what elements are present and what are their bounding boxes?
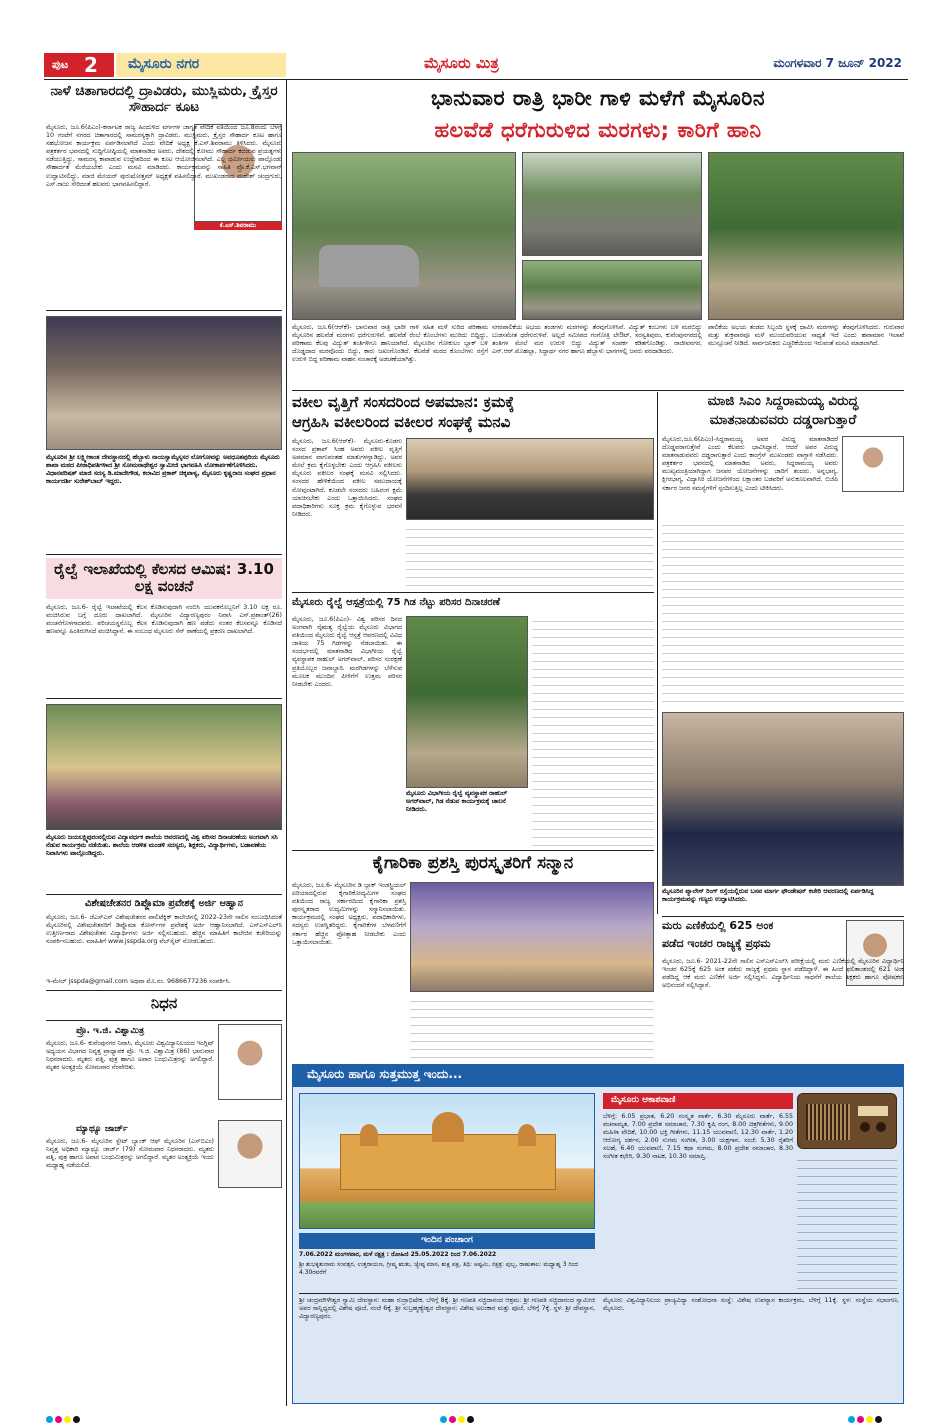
industry-headline: ಕೈಗಾರಿಕಾ ಪ್ರಶಸ್ತಿ ಪುರಸ್ಕೃತರಿಗೆ ಸನ್ಮಾನ [372,853,574,873]
story2-caption: ಮೈಸೂರಿನ ಶ್ರೀ ಲಕ್ಷ್ಮೀಕಾಂತ ದೇವಸ್ಥಾನದಲ್ಲಿ ಹೆಬ್ಬಾಳು ನಾಯಸ್ವಾಮೈಸ್ಕಸರ ಲೋಗೋವನ್ನು ಅವಧೂತಪುರಿಯ ಮೈಸೂರು ಶಾಖಾ ಮಠದ ಪೀಠಾಧಿಪತಿಗಳಾದ ಶ್ರೀ ಸೋಮನಾಥೇಶ್ವರ ಸ್ವಾಮೀಜಿ ಭಾಗವಹಿಸಿ ಲೋಕಾರ್ಪಣೆಗೊಳಿಸಿದರು. ವಿಧಾನಪರಿಷತ್ ಮಾಜಿ ಸದಸ್ಯ ಡಿ.ಮಾದೇಗೌಡ, ಕಲಾವಿದ ಪ್ರಕಾಶ್ ಚಿಕ್ಕಪಾಳ್ಯ, ಮೈಸೂರು ಕೃಷ್ಣರಾಜ ಸಂಘದ ಪ್ರಧಾನ ಕಾರ್ಯದರ್ಶಿ ಸುರೇಶ್‌ಬಾಬ್ ಇದ್ದರು. [46,454,280,486]
radio-title: ಮೈಸೂರು ಆಕಾಶವಾಣಿ [603,1093,793,1109]
lawyers-body-cont [406,524,654,588]
lead-bottom-rule [292,390,904,391]
left-column [46,84,282,1404]
railway-body-cont [532,616,654,846]
lawyers-body: ಮೈಸೂರು, ಜೂ.6(ಆರ್‌ಕೆ)- ಮೈಸೂರು-ಕೊಡಗು ಸಂಸದ ಪ್ರತಾಪ್ ಸಿಂಹ ಅವರು ವಕೀಲ ವೃತ್ತಿಗೆ ಅಪಮಾನ ವಾಗುವಂತಹ ಮಾತುಗಳನ್ನಾಡಿದ್ದು, ಅವರ ಮೇಲೆ ಕ್ರಮ ಕೈಗೊಳ್ಳಬೇಕು ಎಂದು ಆಗ್ರಹಿಸಿ ವಕೀಲರು ಮೈಸೂರು ವಕೀಲರ ಸಂಘಕ್ಕೆ ಮನವಿ ಸಲ್ಲಿಸಿದರು. ಸಂಸದರ ಹೇಳಿಕೆಯಿಂದ ವಕೀಲ ಸಮುದಾಯಕ್ಕೆ ನೋವುಂಟಾಗಿದೆ. ಕೂಡಲೇ ಸಂಸದರು ಬಹಿರಂಗ ಕ್ಷಮೆ ಯಾಚಿಸಬೇಕು ಎಂದು ಒತ್ತಾಯಿಸಿದರು. ಸಂಘದ ಪದಾಧಿಕಾರಿಗಳು ಸೂಕ್ತ ಕ್ರಮ ಕೈಗೊಳ್ಳುವ ಭರವಸೆ ನೀಡಿದರು. [292,438,402,518]
radio-body-cont [797,1155,897,1289]
lead-body-col2: ನಗರಪಾಲಿಕೆಯ ಅಭಯ ತಂಡಗಳು ಮರಗಳನ್ನು ತೆರವುಗೊಳಿಸಿವೆ. ವಿದ್ಯುತ್ ಕಂಬಗಳು ಬಳಿ ಮರಬಿದ್ದು ಬುಡಸಮೇತ ಧರೆಗುರುಳಿವೆ. ಅಲ್ಲದೆ ಸಮೀಪದ ಗಂಗೋತ್ರಿ ಲೇಔಟ್, ಸರಸ್ವತಿಪುರಂ, ಕುವೆಂಪುನಗರದಲ್ಲಿ ತಂತಿಗಳ ಮೇಲೆ ಮರ ಉರುಳಿ ಬಿದ್ದು ವಿದ್ಯುತ್ ಸಂಪರ್ಕ ಕಡಿತಗೊಂಡಿತ್ತು. ರಾಜೀವನಗರ, ಎನ್.ಆರ್.ಮೊಹಲ್ಲಾ, ಸಿದ್ದಾರ್ಥ ನಗರ ಹಾಗೂ ಹೆಬ್ಬಾಳು ಭಾಗಗಳಲ್ಲಿ ಜನರು ಪರದಾಡಿದರು. [492,324,702,356]
left-rule-4 [46,894,282,895]
obituary-name-2: ಮ್ಯಾಥ್ಯೂ ಜಾರ್ಜ್ [76,1124,128,1134]
bottom-footer-note: ಮೈಸೂರು ವಿಶ್ವವಿದ್ಯಾನಿಲಯ ಪ್ರಾಚ್ಯವಿದ್ಯಾ ಸಂಶೋಧನಾ ಸಂಸ್ಥೆ: ವಿಶೇಷ ಉಪನ್ಯಾಸ ಕಾರ್ಯಕ್ರಮ, ಬೆಳಿಗ್ಗೆ 11ಕ್ಕೆ. ಸ್ಥಳ: ಸಂಸ್ಥೆಯ ಸಭಾಂಗಣ, ಮೈಸೂರು. [603,1297,899,1313]
bottom-banner: ಮೈಸೂರು ಹಾಗೂ ಸುತ್ತಮುತ್ತ ಇಂದು... [293,1065,903,1087]
obituary-rule [46,1020,282,1021]
page-number-box [44,53,114,77]
lead-photo-car [292,152,516,320]
siddaramaiah-headline-line1: ಮಾಜಿ ಸಿಎಂ ಸಿದ್ದರಾಮಯ್ಯ ವಿರುದ್ಧ [707,393,859,409]
ranker-headline-line2: ಪಡೆದ ಇಂಚರ ರಾಜ್ಯಕ್ಕೆ ಪ್ರಥಮ [662,937,771,950]
lawyers-photo [406,438,654,520]
railway-photo [406,616,528,788]
radio-icon [797,1093,897,1149]
left-rule-2 [46,554,282,555]
lead-photo-fallen-tree-1 [708,152,904,320]
lawyers-headline-line1: ವಕೀಲ ವೃತ್ತಿಗೆ ಸಂಸದರಿಂದ ಅಪಮಾನ: ಕ್ರಮಕ್ಕೆ [292,393,515,411]
obituary-body-2: ಮೈಸೂರು, ಜೂ.6- ಮೈಸೂರಿನ ಸ್ಟೇಟ್ ಬ್ಯಾಂಕ್ ಆಫ್ ಮೈಸೂರಿನ (ಎಸ್‌ಬಿಎಂ) ನಿವೃತ್ತ ಅಧಿಕಾರಿ ಮ್ಯಾಥ್ಯೂ ಜಾರ್ಜ್ (79) ಸೋಮವಾರ ನಿಧನರಾದರು. ಮೃತರು ಪತ್ನಿ, ಪುತ್ರ ಹಾಗೂ ಅಪಾರ ಬಂಧುಮಿತ್ರರನ್ನು ಅಗಲಿದ್ದಾರೆ. ಮೃತರ ಅಂತ್ಯಕ್ರಿಯೆ ಇಂದು ಮಧ್ಯಾಹ್ನ ನಡೆಯಲಿದೆ. [46,1138,214,1170]
lead-headline-line1: ಭಾನುವಾರ ರಾತ್ರಿ ಭಾರೀ ಗಾಳಿ ಮಳೆಗೆ ಮೈಸೂರಿನ [430,86,766,110]
siddaramaiah-body-cont [662,520,904,706]
palace-illustration [299,1093,595,1229]
header-rule [44,79,908,80]
issue-date: ಮಂಗಳವಾರ 7 ಜೂನ್ 2022 [773,56,902,70]
bottom-events: ಶ್ರೀ ಚಂದ್ರಮೌಳೇಶ್ವರ ಸ್ವಾಮಿ ದೇವಸ್ಥಾನ: ಮಹಾ ರುದ್ರಾಭಿಷೇಕ, ಬೆಳಿಗ್ಗೆ 8ಕ್ಕೆ. ಶ್ರೀ ಗಣಪತಿ ಸಚ್ಚಿದಾನಂದ ಆಶ್ರಮ: ಶ್ರೀ ಗಣಪತಿ ಸಚ್ಚಿದಾನಂದ ಸ್ವಾಮೀಜಿ ಅವರ ಸಾನ್ನಿಧ್ಯದಲ್ಲಿ ವಿಶೇಷ ಪೂಜೆ, ಸಂಜೆ 6ಕ್ಕೆ. ಶ್ರೀ ಸುಬ್ರಹ್ಮಣ್ಯೇಶ್ವರ ದೇವಸ್ಥಾನ: ವಿಶೇಷ ಅಲಂಕಾರ ಮತ್ತು ಪೂಜೆ, ಬೆಳಿಗ್ಗೆ 7ಕ್ಕೆ. ಸ್ಥಳ: ಶ್ರೀ ದೇವಸ್ಥಾನ, ವಿದ್ಯಾರಣ್ಯಪುರಂ. [299,1297,595,1321]
story5-headline: ವಿಶೇಷಚೇತನರ ಡಿಪ್ಲೊಮಾ ಪ್ರವೇಶಕ್ಕೆ ಅರ್ಜಿ ಆಹ್ವಾನ [85,898,243,909]
lead-headline-1 [292,86,904,116]
story1-headline: ನಾಳೆ ಚಿತಾಗಾರದಲ್ಲಿ ದ್ರಾವಿಡರು, ಮುಸ್ಲಿಮರು, ಕ್ರೈಸ್ತರ ಸೌಹಾರ್ದ ಕೂಟ [50,84,278,115]
story1-body: ಮೈಸೂರು, ಜೂ.6(ಪಿಎಂ)-ಕರ್ನಾಟಕ ರಾಜ್ಯ ಹಿಂದುಳಿದ ವರ್ಗಗಳ ಜಾಗೃತ ವೇದಿಕೆ ವತಿಯಿಂದ ಜೂ.8ರಂದು ಬೆಳಗ್ಗೆ 10 ಗಂಟೆಗೆ ನಗರದ ಚಿತಾಗಾರದಲ್ಲಿ ಸಾಮರಸ್ಯಕ್ಕಾಗಿ ದ್ರಾವಿಡರು, ಮುಸ್ಲಿಮರು, ಕ್ರೈಸ್ತರ ಸೌಹಾರ್ದ ಕೂಟ ಹಾಗೂ ಸಹಭೋಜನ ಕಾರ್ಯಕ್ರಮ ಏರ್ಪಡಿಸಲಾಗಿದೆ ಎಂದು ವೇದಿಕೆ ಅಧ್ಯಕ್ಷ ಕೆ.ಎಸ್.ಶಿವರಾಮು ತಿಳಿಸಿದರು. ಮೈಸೂರು ಪತ್ರಕರ್ತರ ಭವನದಲ್ಲಿ ಸುದ್ದಿಗೋಷ್ಠಿಯಲ್ಲಿ ಮಾತನಾಡಿದ ಅವರು, ದೇಶದಲ್ಲಿ ಕೋಮು ಸೌಹಾರ್ದ ಕದಡುವ ಪ್ರಯತ್ನಗಳು ನಡೆಯುತ್ತಿದ್ದು, ಸಾಮರಸ್ಯ ಕಾಪಾಡುವ ಉದ್ದೇಶದಿಂದ ಈ ಕೂಟ ಆಯೋಜಿಸಲಾಗಿದೆ. ಎಲ್ಲ ಧರ್ಮೀಯರು ಪಾಲ್ಗೊಂಡು ಸೌಹಾರ್ದತೆ ಮೆರೆಯಬೇಕು ಎಂದು ಮನವಿ ಮಾಡಿದರು. ಕಾರ್ಯಕ್ರಮವನ್ನು ಸಾಹಿತಿ ಪ್ರೊ.ಕೆ.ಎಸ್.ಭಗವಾನ್ ಉದ್ಘಾಟಿಸಲಿದ್ದು, ಮಾಜಿ ಮೇಯರ್ ಪುರುಷೋತ್ತಮ್ ಅಧ್ಯಕ್ಷತೆ ವಹಿಸಲಿದ್ದಾರೆ. ಮುಖಂಡರಾದ ಮಹೇಶ್ ಚಂದ್ರಗುರು, ಎಸ್.ರಾಜು ಸೇರಿದಂತೆ ಹಲವರು ಭಾಗವಹಿಸಲಿದ್ದಾರೆ. [46,124,282,188]
railway-body: ಮೈಸೂರು, ಜೂ.6(ಪಿಎಂ)- ವಿಶ್ವ ಪರಿಸರ ದಿನದ ಅಂಗವಾಗಿ ನೈಋತ್ಯ ರೈಲ್ವೆಯ ಮೈಸೂರು ವಿಭಾಗದ ವತಿಯಿಂದ ಮೈಸೂರು ರೈಲ್ವೆ ಆಸ್ಪತ್ರೆ ಆವರಣದಲ್ಲಿ ವಿವಿಧ ಜಾತಿಯ 75 ಗಿಡಗಳನ್ನು ನೆಡಲಾಯಿತು. ಈ ಸಂದರ್ಭದಲ್ಲಿ ಮಾತನಾಡಿದ ವಿಭಾಗೀಯ ರೈಲ್ವೆ ವ್ಯವಸ್ಥಾಪಕ ರಾಹುಲ್ ಅಗರ್‌ವಾಲ್, ಪರಿಸರ ಸಂರಕ್ಷಣೆ ಪ್ರತಿಯೊಬ್ಬರ ಜವಾಬ್ದಾರಿ. ಮರಗಿಡಗಳನ್ನು ಬೆಳೆಸುವ ಮೂಲಕ ಮುಂದಿನ ಪೀಳಿಗೆಗೆ ಉತ್ತಮ ಪರಿಸರ ನೀಡಬೇಕು ಎಂದರು. [292,616,402,688]
industry-photo [410,882,654,992]
radio-body: ಬೆಳಿಗ್ಗೆ: 6.05 ಪ್ರಭಾತ, 6.20 ಸಂಸ್ಕೃತ ವಾರ್ತೆ, 6.30 ಮೈಸೂರು ವಾರ್ತೆ, 6.55 ವಚನಾಮೃತ, 7.00 ಪ್ರದೇಶ ಸಮಾಚಾರ, 7.30 ಕೃಷಿ ರಂಗ, 8.00 ಚಿತ್ರಗೀತೆಗಳು, 9.00 ಮಹಿಳಾ ವೇದಿಕೆ, 10.00 ಭಕ್ತಿ ಗೀತೆಗಳು, 11.15 ಯುವವಾಣಿ, 12.30 ವಾರ್ತೆ, 1.20 ಆರೋಗ್ಯ ದರ್ಶನ, 2.00 ಸುಗಮ ಸಂಗೀತ, 3.00 ಯಕ್ಷಗಾನ. ಸಂಜೆ: 5.30 ರೈತರಿಗೆ ಸಲಹೆ, 6.40 ಯುವವಾಣಿ, 7.15 ಕಥಾ ಸಂಗಮ, 8.00 ಪ್ರದೇಶ ಸಮಾಚಾರ, 8.30 ಸಂಗೀತ ಕಛೇರಿ, 9.30 ನಾಟಕ, 10.30 ಸಮಾಪ್ತಿ. [603,1113,793,1161]
page-label: ಪುಟ [52,58,69,71]
lead-body-col1: ಮೈಸೂರು, ಜೂ.6(ಆರ್‌ಕೆ)- ಭಾನುವಾರ ರಾತ್ರಿ ಭಾರೀ ಗಾಳಿ ಸಹಿತ ಮಳೆ ಸುರಿದ ಪರಿಣಾಮ ಮೈಸೂರಿನ ಹಲವೆಡೆ ಮರಗಳು ಧರೆಗುರುಳಿವೆ. ಹಲವೆಡೆ ರೆಂಬೆ ಕೊಂಬೆಗಳು ಮುರಿದು ಬಿದ್ದಿದ್ದು, ಪರಿಣಾಮ ಕೆಲವು ವಿದ್ಯುತ್ ತಂತಿಗಳಿಗೂ ಹಾನಿಯಾಗಿದೆ. ಮೈಸೂರಿನ ಗೋಕುಲಂ ಬ್ಲಾಕ್ ಬಳಿ ದೊಡ್ಡದಾದ ಮರವೊಂದು ಬಿದ್ದು, ಕಾರು ಜಖಂಗೊಂಡಿದೆ. ಕೆಲವೆಡೆ ಮರದ ಕೊಂಬೆಗಳು ರಸ್ತೆಗೆ ಉರುಳಿ ಬಿದ್ದ ಪರಿಣಾಮ ವಾಹನ ಸಂಚಾರಕ್ಕೆ ಅಡಚಣೆಯಾಗಿತ್ತು. [292,324,488,364]
registration-dots-left [46,1408,106,1416]
page-number: 2 [84,53,98,77]
mid-divider [657,392,658,914]
bottom-box [292,1064,904,1404]
lawyers-headline-line2: ಆಗ್ರಹಿಸಿ ವಕೀಲರಿಂದ ವಕೀಲರ ಸಂಘಕ್ಕೆ ಮನವಿ [292,413,511,431]
lead-headline-2 [292,118,904,148]
story4-photo [46,704,282,830]
story5-body: ಮೈಸೂರು, ಜೂ.6- ಜೆಎಸ್‌ಎಸ್ ವಿಶೇಷಚೇತನರ ಪಾಲಿಟೆಕ್ನಿಕ್ ಕಾಲೇಜಿನಲ್ಲಿ 2022-23ನೇ ಸಾಲಿನ ಸಂಬಂಧಿಸಿದಂತೆ ಮೈಸೂರಿನಲ್ಲಿ ವಿಶೇಷಚೇತನರಿಗೆ ಡಿಪ್ಲೊಮಾ ಕೋರ್ಸ್‌ಗಳ ಪ್ರವೇಶಕ್ಕೆ ಅರ್ಜಿ ಆಹ್ವಾನಿಸಲಾಗಿದೆ. ಎಸ್‌ಎಸ್‌ಎಲ್‌ಸಿ ಉತ್ತೀರ್ಣರಾದ ವಿಶೇಷಚೇತನ ವಿದ್ಯಾರ್ಥಿಗಳು ಅರ್ಜಿ ಸಲ್ಲಿಸಬಹುದು. ಹೆಚ್ಚಿನ ಮಾಹಿತಿಗೆ ಕಾಲೇಜಿನ ಕಚೇರಿಯನ್ನು ಸಂಪರ್ಕಿಸಬಹುದು. ಮಾಹಿತಿಗೆ www.jsspda.org ವೆಬ್‌ಸೈಟ್ ನೋಡಬಹುದು. [46,914,282,946]
siddaramaiah-headline-line2: ಮಾತನಾಡುವವರು ದಡ್ಡರಾಗುತ್ತಾರೆ [709,412,857,428]
panchanga-body: ಶ್ರೀ ಶುಭಕೃತುನಾಮ ಸಂವತ್ಸರ, ಉತ್ತರಾಯಣ, ಗ್ರೀಷ್ಮ ಋತು, ಜ್ಯೇಷ್ಠ ಮಾಸ, ಶುಕ್ಲ ಪಕ್ಷ, ತಿಥಿ: ಅಷ್ಟಮಿ, ನಕ್ಷತ್ರ: ಪುಬ್ಬ, ರಾಹುಕಾಲ: ಮಧ್ಯಾಹ್ನ 3 ರಿಂದ 4.30ರವರೆಗೆ [299,1261,579,1277]
registration-dots-right [848,1408,908,1416]
registration-dots-center [440,1408,500,1416]
left-rule-3 [46,698,282,699]
ranker-headline-line1: ಮರು ಎಣಿಕೆಯಲ್ಲಿ 625 ಅಂಕ [662,919,774,932]
story3-body: ಮೈಸೂರು, ಜೂ.6- ರೈಲ್ವೆ ಇಲಾಖೆಯಲ್ಲಿ ಕೆಲಸ ಕೊಡಿಸುವುದಾಗಿ ನಂಬಿಸಿ ಯುವಕನೊಬ್ಬನಿಗೆ 3.10 ಲಕ್ಷ ರೂ. ವಂಚಿಸಿರುವ ಬಗ್ಗೆ ದೂರು ದಾಖಲಾಗಿದೆ. ಮೈಸೂರಿನ ವಿದ್ಯಾರಣ್ಯಪುರಂ ನಿವಾಸಿ ಎಸ್.ಪ್ರಶಾಂತ್(26) ವಂಚನೆಗೊಳಗಾದವರು. ಪರಿಚಯಸ್ಥನೊಬ್ಬ ಕೆಲಸ ಕೊಡಿಸುವುದಾಗಿ ಹಣ ಪಡೆದು ನಂತರ ಕೆಲಸವನ್ನೂ ಕೊಡಿಸದೆ ಹಣವನ್ನೂ ಹಿಂತಿರುಗಿಸದೆ ವಂಚಿಸಿದ್ದಾನೆ. ಈ ಸಂಬಂಧ ಮೈಸೂರು ಸೆನ್ ಠಾಣೆಯಲ್ಲಿ ಪ್ರಕರಣ ದಾಖಲಾಗಿದೆ. [46,604,282,636]
industry-body-cont [410,996,654,1058]
left-rule-5 [46,990,282,991]
lead-photo-fallen-tree-2 [522,260,702,320]
story1-photo-caption: ಕೆ.ಎಸ್.ಶಿವರಾಮು [194,222,282,230]
panchanga-title: ಇಂದಿನ ಪಂಚಾಂಗ [299,1233,595,1249]
left-rule-1 [46,310,282,311]
panchanga-line: 7.06.2022 ಮಂಗಳವಾರ, ಮಳೆ ನಕ್ಷತ್ರ : ರೋಹಿಣಿ 25.05.2022 ರಿಂದ 7.06.2022 [299,1251,497,1258]
railway-headline: ಮೈಸೂರು ರೈಲ್ವೆ ಆಸ್ಪತ್ರೆಯಲ್ಲಿ 75 ಗಿಡ ನೆಟ್ಟು ಪರಿಸರ ದಿನಾಚರಣೆ [292,597,500,608]
lead-photo-street [522,152,702,256]
obituary-name-1: ಪ್ರೊ. ಇ.ಜಿ. ವಿಶ್ವಾಮಿತ್ರ [76,1026,145,1036]
column-divider-left [286,80,287,1406]
railway-bottom-rule [292,850,654,851]
industry-body: ಮೈಸೂರು, ಜೂ.6- ಮೈಸೂರಿನ ಡಿ ಬ್ಲಾಕ್ ಇಂಡಸ್ಟ್ರಿಯಲ್ ಏರಿಯಾದಲ್ಲಿರುವ ಕೈಗಾರಿಕೋದ್ಯಮಿಗಳ ಸಂಘದ ವತಿಯಿಂದ ರಾಜ್ಯ ಸರ್ಕಾರದಿಂದ ಕೈಗಾರಿಕಾ ಪ್ರಶಸ್ತಿ ಪುರಸ್ಕೃತರಾದ ಉದ್ಯಮಿಗಳನ್ನು ಸನ್ಮಾನಿಸಲಾಯಿತು. ಕಾರ್ಯಕ್ರಮದಲ್ಲಿ ಸಂಘದ ಅಧ್ಯಕ್ಷರು, ಪದಾಧಿಕಾರಿಗಳು, ಸದಸ್ಯರು ಉಪಸ್ಥಿತರಿದ್ದರು. ಕೈಗಾರಿಕೆಗಳ ಬೆಳವಣಿಗೆಗೆ ಸರ್ಕಾರ ಹೆಚ್ಚಿನ ಪ್ರೋತ್ಸಾಹ ನೀಡಬೇಕು ಎಂದು ಒತ್ತಾಯಿಸಲಾಯಿತು. [292,882,406,946]
section-label-box [116,53,286,77]
siddaramaiah-event-photo [662,712,904,886]
obituary-portrait-2 [218,1120,282,1188]
masthead: ಮೈಸೂರು ಮಿತ್ರ [424,54,499,72]
lead-body-col3: ಪಾಲಿಕೆಯ ಅಭಯ ತಂಡದ ಸಿಬ್ಬಂದಿ ಸ್ಥಳಕ್ಕೆ ಧಾವಿಸಿ ಮರಗಳನ್ನು ತೆರವುಗೊಳಿಸಿದರು. ಗುರುವಾರ ಮತ್ತು ಶುಕ್ರವಾರವೂ ಮಳೆ ಮುಂದುವರಿಯುವ ಸಾಧ್ಯತೆ ಇದೆ ಎಂದು ಹವಾಮಾನ ಇಲಾಖೆ ಮುನ್ಸೂಚನೆ ನೀಡಿದೆ. ಸಾರ್ವಜನಿಕರು ಎಚ್ಚರಿಕೆಯಿಂದ ಇರುವಂತೆ ಮನವಿ ಮಾಡಲಾಗಿದೆ. [708,324,904,348]
siddaramaiah-portrait [842,436,904,492]
railway-photo-caption: ಮೈಸೂರು ವಿಭಾಗೀಯ ರೈಲ್ವೆ ವ್ಯವಸ್ಥಾಪಕ ರಾಹುಲ್ ಅಗರ್‌ವಾಲ್, ಗಿಡ ನೆಡುವ ಕಾರ್ಯಕ್ರಮಕ್ಕೆ ಚಾಲನೆ ನೀಡಿದರು. [406,790,508,814]
story3-headline: ರೈಲ್ವೆ ಇಲಾಖೆಯಲ್ಲಿ ಕೆಲಸದ ಆಮಿಷ: 3.10 ಲಕ್ಷ ವಂಚನೆ [46,558,282,599]
ranker-body: ಮೈಸೂರು, ಜೂ.6- 2021-22ನೇ ಸಾಲಿನ ಎಸ್‌ಎಸ್‌ಎಲ್‌ಸಿ ಪರೀಕ್ಷೆಯಲ್ಲಿ ಮರು ಎಣಿಕೆಯಲ್ಲಿ ಮೈಸೂರಿನ ವಿದ್ಯಾರ್ಥಿನಿ ಇಂಚರ 625ಕ್ಕೆ 625 ಅಂಕ ಪಡೆದು ರಾಜ್ಯಕ್ಕೆ ಪ್ರಥಮ ಸ್ಥಾನ ಪಡೆದಿದ್ದಾಳೆ. ಈ ಹಿಂದೆ ಫಲಿತಾಂಶದಲ್ಲಿ 621 ಅಂಕ ಪಡೆದಿದ್ದ ಆಕೆ ಮರು ಎಣಿಕೆಗೆ ಅರ್ಜಿ ಸಲ್ಲಿಸಿದ್ದಳು. ವಿದ್ಯಾರ್ಥಿನಿಯ ಸಾಧನೆಗೆ ಶಾಲೆಯ ಶಿಕ್ಷಕರು ಹಾಗೂ ಪೋಷಕರು ಅಭಿನಂದನೆ ಸಲ್ಲಿಸಿದ್ದಾರೆ. [662,958,904,990]
page-header [44,50,908,80]
ranker-top-rule [662,916,904,917]
lawyers-bottom-rule [292,592,654,593]
story2-photo [46,316,282,450]
obituary-body-1: ಮೈಸೂರು, ಜೂ.6- ಕುವೆಂಪುನಗರ ನಿವಾಸಿ, ಮೈಸೂರು ವಿಶ್ವವಿದ್ಯಾನಿಲಯದ ಇಂಗ್ಲಿಷ್ ಅಧ್ಯಯನ ವಿಭಾಗದ ನಿವೃತ್ತ ಪ್ರಾಧ್ಯಾಪಕ ಪ್ರೊ. ಇ.ಜಿ. ವಿಶ್ವಾಮಿತ್ರ (86) ಭಾನುವಾರ ನಿಧನರಾದರು. ಮೃತರು ಪತ್ನಿ, ಪುತ್ರ ಹಾಗೂ ಅಪಾರ ಬಂಧುಮಿತ್ರರನ್ನು ಅಗಲಿದ್ದಾರೆ. ಮೃತರ ಅಂತ್ಯಕ್ರಿಯೆ ಸೋಮವಾರ ನೆರವೇರಿತು. [46,1040,214,1072]
bottom-box-rule [299,1293,899,1294]
lead-headline-line2: ಹಲವೆಡೆ ಧರೆಗುರುಳಿದ ಮರಗಳು; ಕಾರಿಗೆ ಹಾನಿ [434,118,762,142]
siddaramaiah-body: ಮೈಸೂರು,ಜೂ.6(ಪಿಎಂ)-ಸಿದ್ದರಾಮಯ್ಯ ಅವರ ವಿರುದ್ಧ ಮಾತನಾಡಿದರೆ ದೊಡ್ಡವರಾಗುತ್ತೇವೆ ಎಂದು ಕೆಲವರು ಭಾವಿಸಿದ್ದಾರೆ. ಆದರೆ ಅವರ ವಿರುದ್ಧ ಮಾತನಾಡುವವರು ದಡ್ಡರಾಗುತ್ತಾರೆ ಎಂದು ಕಾಂಗ್ರೆಸ್ ಮುಖಂಡರು ವಾಗ್ದಾಳಿ ನಡೆಸಿದರು. ಪತ್ರಕರ್ತರ ಭವನದಲ್ಲಿ ಮಾತನಾಡಿದ ಅವರು, ಸಿದ್ದರಾಮಯ್ಯ ಅವರು ಮುಖ್ಯಮಂತ್ರಿಯಾಗಿದ್ದಾಗ ಜನಪರ ಯೋಜನೆಗಳನ್ನು ಜಾರಿಗೆ ತಂದರು. ಅನ್ನಭಾಗ್ಯ, ಕ್ಷೀರಭಾಗ್ಯ, ವಿದ್ಯಾಸಿರಿ ಯೋಜನೆಗಳಿಂದ ಲಕ್ಷಾಂತರ ಬಡವರಿಗೆ ಅನುಕೂಲವಾಗಿದೆ. ಬಿಜೆಪಿ ಸರ್ಕಾರ ಜನರ ಸಮಸ್ಯೆಗಳಿಗೆ ಸ್ಪಂದಿಸುತ್ತಿಲ್ಲ ಎಂದು ಟೀಕಿಸಿದರು. [662,436,838,492]
story5-contact: ಇ-ಮೇಲ್ jsspda@gmail.com ಅಥವಾ ಮೊ.ನಂ. 9686677236 ಸಂಪರ್ಕಿಸಿ. [46,978,231,985]
siddaramaiah-photo-caption: ಮೈಸೂರಿನ ಪ್ಯಾಲೇಸ್ ರಿಂಗ್ ರಸ್ತೆಯಲ್ಲಿರುವ ಬಸವ ಮಾರ್ಗ ಫೌಂಡೇಷನ್ ಕಚೇರಿ ಆವರಣದಲ್ಲಿ ಏರ್ಪಡಿಸಿದ್ದ ಕಾರ್ಯಕ್ರಮವನ್ನು ಗಣ್ಯರು ಉದ್ಘಾಟಿಸಿದರು. [662,888,874,904]
obituary-title: ನಿಧನ [150,994,178,1012]
obituary-portrait-1 [218,1024,282,1100]
story4-caption: ಮೈಸೂರು ಜಯಲಕ್ಷ್ಮಿಪುರಂನಲ್ಲಿರುವ ವಿದ್ಯಾವರ್ಧಕ ಶಾಲೆಯ ಆವರಣದಲ್ಲಿ ವಿಶ್ವ ಪರಿಸರ ದಿನಾಚರಣೆಯ ಅಂಗವಾಗಿ ಸಸಿ ನೆಡುವ ಕಾರ್ಯಕ್ರಮ ನಡೆಯಿತು. ಶಾಲೆಯ ಆಡಳಿತ ಮಂಡಳಿ ಸದಸ್ಯರು, ಶಿಕ್ಷಕರು, ವಿದ್ಯಾರ್ಥಿಗಳು, ಬಡಾವಣೆಯ ನಿವಾಸಿಗಳು ಪಾಲ್ಗೊಂಡಿದ್ದರು. [46,834,278,858]
section-label: ಮೈಸೂರು ನಗರ [128,56,200,72]
